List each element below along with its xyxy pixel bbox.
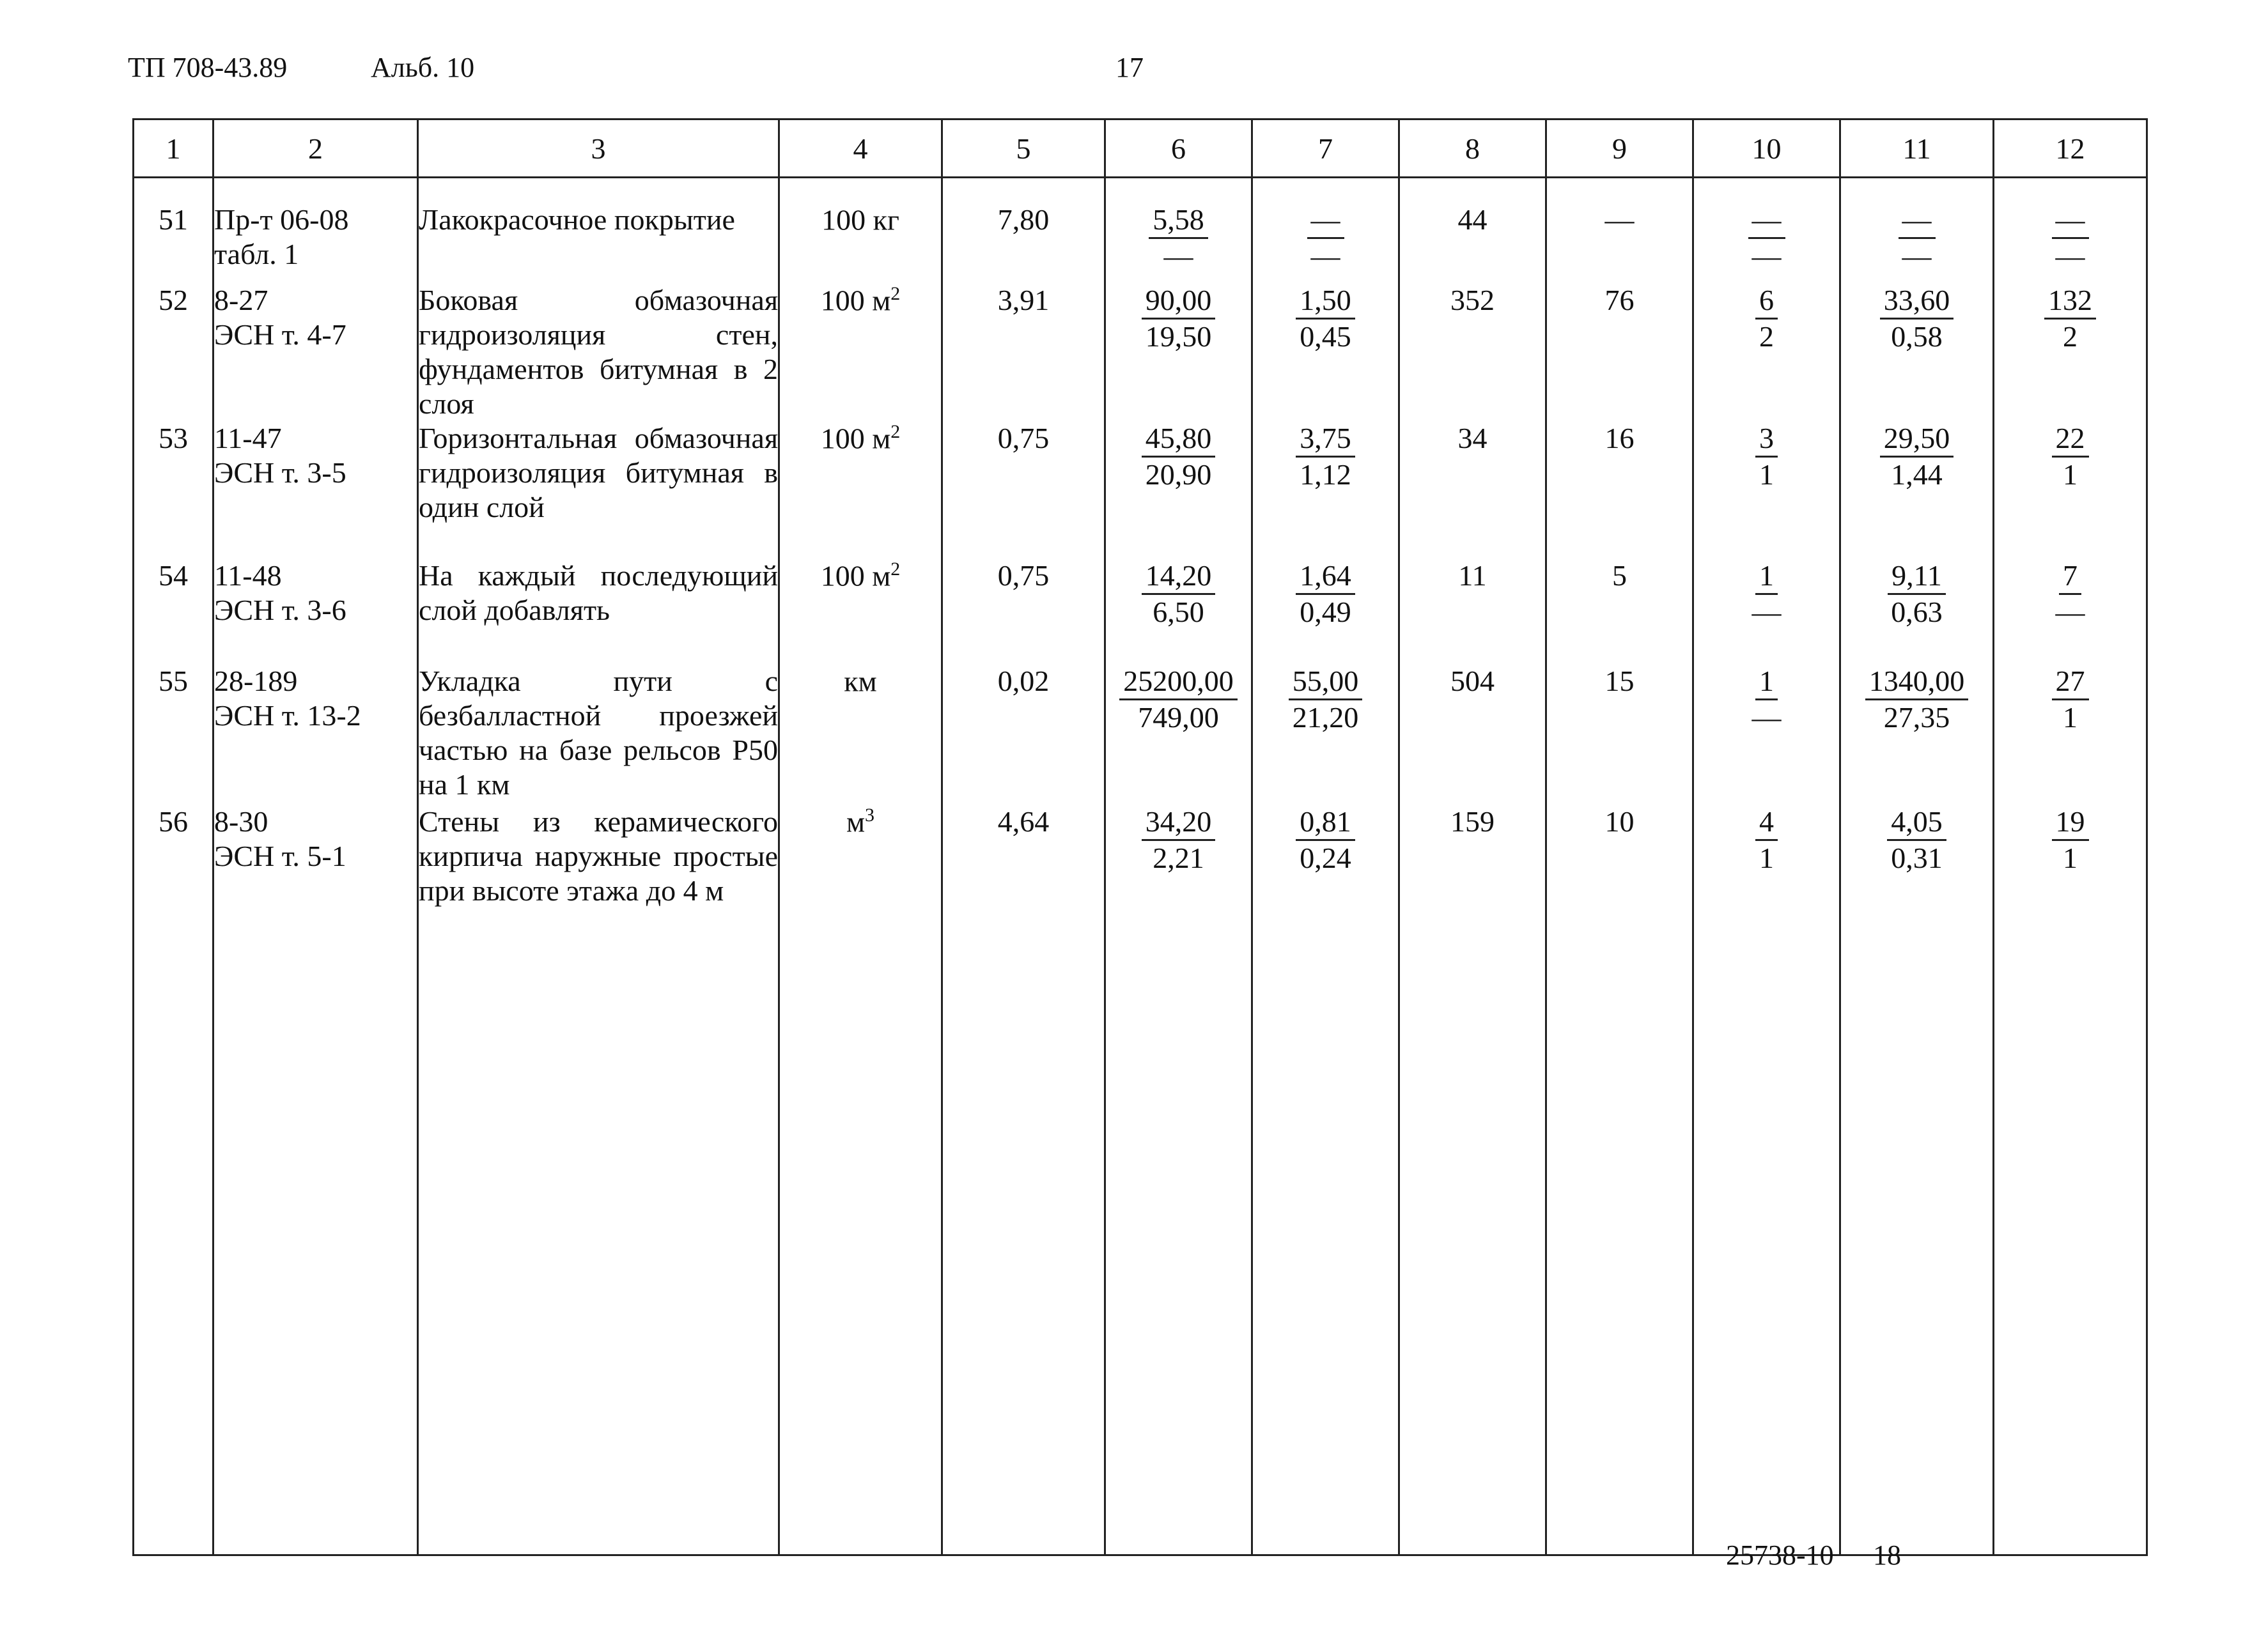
row-number	[134, 805, 214, 1555]
estimate-table	[132, 118, 2148, 1556]
unit-cell	[779, 421, 942, 559]
quantity-cell	[942, 283, 1105, 421]
table-row	[134, 178, 2147, 283]
quantity-text: 0,75	[997, 559, 1050, 592]
c12-cell	[1994, 805, 2147, 1555]
reference-cell	[214, 559, 418, 664]
c7-cell	[1252, 805, 1399, 1555]
reference-line: ЭСН т. 3-5	[214, 456, 346, 489]
fraction-denominator: 1	[2063, 841, 2078, 874]
table-row	[134, 283, 2147, 421]
fraction-numerator: 1	[1755, 559, 1778, 595]
reference-line: ЭСН т. 3-6	[214, 593, 346, 626]
fraction-denominator: 0,49	[1300, 595, 1351, 628]
row-number-text: 54	[159, 559, 188, 592]
col9-text: 5	[1612, 559, 1627, 592]
fraction-numerator: 4	[1755, 805, 1778, 841]
page-number: 17	[1115, 52, 1144, 83]
reference-line: 11-47	[214, 421, 282, 454]
column-header: 2	[214, 120, 418, 178]
reference-line: ЭСН т. 13-2	[214, 698, 361, 732]
fraction	[1142, 559, 1216, 629]
fraction	[2042, 664, 2099, 735]
c12-cell	[1994, 559, 2147, 664]
fraction-denominator: 21,20	[1292, 700, 1359, 734]
col8-cell	[1399, 559, 1546, 664]
fraction	[1296, 421, 1355, 492]
fraction	[1149, 203, 1208, 274]
fraction-denominator: 1	[2063, 700, 2078, 734]
fraction	[1142, 805, 1216, 875]
fraction-denominator: 6,50	[1153, 595, 1204, 628]
fraction	[1738, 283, 1796, 354]
c6-cell	[1105, 421, 1252, 559]
fraction-numerator: 1,64	[1296, 559, 1355, 595]
row-number	[134, 559, 214, 664]
work-name-text: Стены из керамического кирпича наружные простые при высоте этажа до 4 м	[419, 805, 778, 907]
col9-cell	[1546, 421, 1693, 559]
fraction-numerator: 25200,00	[1119, 664, 1238, 700]
fraction-numerator: 14,20	[1142, 559, 1216, 595]
fraction-denominator: —	[2055, 240, 2085, 272]
c7-cell	[1252, 178, 1399, 283]
fraction	[2042, 559, 2099, 629]
col8-text: 44	[1457, 203, 1487, 236]
fraction-numerator: 132	[2044, 283, 2096, 320]
fraction	[2042, 283, 2099, 354]
fraction-denominator: 2,21	[1153, 841, 1204, 874]
column-header: 1	[134, 120, 214, 178]
fraction-denominator: 1	[2063, 458, 2078, 491]
row-number-text: 55	[159, 664, 188, 697]
fraction	[1738, 559, 1796, 629]
fraction-denominator: 1	[1759, 841, 1774, 874]
fraction-numerator: 34,20	[1142, 805, 1216, 841]
fraction-numerator: 55,00	[1289, 664, 1363, 700]
reference-cell	[214, 805, 418, 1555]
fraction-denominator: —	[1902, 240, 1932, 272]
fraction-denominator: 1,12	[1300, 458, 1351, 491]
unit-text: м	[846, 805, 866, 838]
fraction-denominator: 1	[1759, 458, 1774, 491]
fraction-numerator: 3	[1755, 421, 1778, 458]
fraction-numerator: —	[1748, 203, 1785, 239]
fraction-numerator: 3,75	[1296, 421, 1355, 458]
fraction	[1296, 805, 1355, 875]
c6-cell	[1105, 664, 1252, 805]
quantity-text: 0,75	[997, 421, 1050, 454]
col8-text: 11	[1458, 559, 1487, 592]
work-name	[418, 664, 779, 805]
col9-text: 10	[1604, 805, 1635, 838]
fraction	[1296, 283, 1355, 354]
fraction	[1880, 421, 1954, 492]
fraction-denominator: 0,24	[1300, 841, 1351, 874]
unit-cell	[779, 283, 942, 421]
fraction-numerator: 9,11	[1888, 559, 1946, 595]
quantity-cell	[942, 664, 1105, 805]
c11-cell	[1840, 178, 1994, 283]
fraction-numerator: 1	[1755, 664, 1778, 700]
column-header: 11	[1840, 120, 1994, 178]
quantity-cell	[942, 559, 1105, 664]
fraction-denominator: 2	[1759, 320, 1774, 353]
fraction-numerator: —	[1899, 203, 1936, 239]
work-name	[418, 178, 779, 283]
quantity-cell	[942, 178, 1105, 283]
reference-line: ЭСН т. 5-1	[214, 839, 346, 872]
col8-cell	[1399, 421, 1546, 559]
fraction-denominator: 1,44	[1891, 458, 1943, 491]
document-number: 25738-10	[1726, 1539, 1834, 1571]
unit-exponent: 2	[890, 282, 901, 304]
c6-cell	[1105, 559, 1252, 664]
col9-text: —	[1604, 203, 1635, 236]
column-header: 6	[1105, 120, 1252, 178]
reference-line: табл. 1	[214, 238, 299, 270]
col9-cell	[1546, 805, 1693, 1555]
c10-cell	[1693, 421, 1840, 559]
work-name-text: Боковая обмазочная гидроизоляция стен, фундаментов битумная в 2 слоя	[419, 283, 778, 420]
reference-cell	[214, 664, 418, 805]
table-row	[134, 805, 2147, 1555]
fraction	[1142, 421, 1216, 492]
col8-text: 504	[1450, 664, 1495, 697]
work-name	[418, 283, 779, 421]
unit-text: км	[844, 664, 877, 697]
c11-cell	[1840, 664, 1994, 805]
fraction	[1142, 283, 1216, 354]
c11-cell	[1840, 421, 1994, 559]
unit-exponent: 2	[890, 558, 901, 580]
c10-cell	[1693, 178, 1840, 283]
c12-cell	[1994, 283, 2147, 421]
table-row	[134, 664, 2147, 805]
column-header: 8	[1399, 120, 1546, 178]
unit-text: 100 кг	[821, 203, 899, 236]
album-label: Альб. 10	[371, 52, 475, 83]
unit-exponent: 3	[865, 804, 875, 826]
c12-cell	[1994, 421, 2147, 559]
work-name-text: Лакокрасочное покрытие	[419, 203, 735, 236]
row-number	[134, 283, 214, 421]
unit-cell	[779, 805, 942, 1555]
column-header: 10	[1693, 120, 1840, 178]
quantity-cell	[942, 805, 1105, 1555]
fraction	[1297, 203, 1355, 274]
col8-text: 352	[1450, 283, 1495, 316]
col8-text: 159	[1450, 805, 1495, 838]
fraction	[1289, 664, 1363, 735]
document-code: ТП 708-43.89	[128, 52, 288, 83]
quantity-cell	[942, 421, 1105, 559]
fraction-denominator: 20,90	[1145, 458, 1212, 491]
col9-text: 15	[1604, 664, 1635, 697]
fraction-numerator: 5,58	[1149, 203, 1208, 239]
col9-cell	[1546, 559, 1693, 664]
column-header: 12	[1994, 120, 2147, 178]
col8-cell	[1399, 283, 1546, 421]
reference-line: Пр-т 06-08	[214, 203, 349, 236]
row-number-text: 52	[159, 283, 188, 316]
col9-text: 16	[1604, 421, 1635, 454]
fraction-denominator: —	[1751, 595, 1782, 628]
c12-cell	[1994, 178, 2147, 283]
c11-cell	[1840, 805, 1994, 1555]
reference-line: ЭСН т. 4-7	[214, 318, 346, 351]
fraction-numerator: 90,00	[1142, 283, 1216, 320]
fraction	[1296, 559, 1355, 629]
c11-cell	[1840, 559, 1994, 664]
fraction-denominator: 27,35	[1883, 700, 1950, 734]
row-number	[134, 421, 214, 559]
work-name	[418, 559, 779, 664]
fraction-denominator: 19,50	[1145, 320, 1212, 353]
row-number	[134, 178, 214, 283]
work-name	[418, 421, 779, 559]
fraction-denominator: 0,58	[1891, 320, 1943, 353]
fraction	[2042, 805, 2099, 875]
fraction-denominator: —	[1310, 240, 1340, 272]
fraction	[2042, 421, 2099, 492]
reference-cell	[214, 283, 418, 421]
fraction	[1119, 664, 1238, 735]
fraction-denominator: —	[1751, 700, 1782, 734]
col9-text: 76	[1604, 283, 1635, 316]
column-header: 4	[779, 120, 942, 178]
c10-cell	[1693, 805, 1840, 1555]
fraction-numerator: 29,50	[1880, 421, 1954, 458]
fraction	[2042, 203, 2099, 274]
unit-text: 100 м	[820, 283, 891, 316]
fraction	[1738, 805, 1796, 875]
reference-cell	[214, 178, 418, 283]
unit-text: 100 м	[820, 421, 891, 454]
work-name-text: Горизонтальная обмазочная гидроизоляция битумная в один слой	[419, 421, 778, 523]
fraction-numerator: 27	[2052, 664, 2089, 700]
fraction-denominator: 2	[2063, 320, 2078, 353]
c11-cell	[1840, 283, 1994, 421]
quantity-text: 0,02	[997, 664, 1050, 697]
reference-line: 28-189	[214, 664, 298, 697]
fraction-denominator: 0,63	[1891, 595, 1943, 628]
c6-cell	[1105, 805, 1252, 1555]
fraction	[1887, 559, 1946, 629]
reference-line: 11-48	[214, 559, 282, 592]
fraction-numerator: 1340,00	[1865, 664, 1969, 700]
fraction	[1887, 805, 1946, 875]
column-header: 3	[418, 120, 779, 178]
row-number-text: 51	[159, 203, 188, 236]
fraction-numerator: —	[1307, 203, 1344, 239]
col9-cell	[1546, 664, 1693, 805]
fraction-numerator: —	[2052, 203, 2089, 239]
row-number	[134, 664, 214, 805]
unit-cell	[779, 178, 942, 283]
c10-cell	[1693, 664, 1840, 805]
c7-cell	[1252, 421, 1399, 559]
fraction-denominator: 0,45	[1300, 320, 1351, 353]
fraction	[1888, 203, 1946, 274]
fraction-denominator: 0,31	[1891, 841, 1943, 874]
unit-text: 100 м	[820, 559, 891, 592]
reference-cell	[214, 421, 418, 559]
col8-text: 34	[1457, 421, 1487, 454]
column-header: 5	[942, 120, 1105, 178]
fraction-numerator: 1,50	[1296, 283, 1355, 320]
row-number-text: 56	[159, 805, 188, 838]
fraction	[1865, 664, 1969, 735]
c10-cell	[1693, 559, 1840, 664]
col9-cell	[1546, 178, 1693, 283]
column-header: 7	[1252, 120, 1399, 178]
fraction-denominator: 749,00	[1138, 700, 1219, 734]
fraction-denominator: —	[1163, 240, 1193, 272]
c10-cell	[1693, 283, 1840, 421]
c6-cell	[1105, 283, 1252, 421]
fraction-denominator: —	[1751, 240, 1782, 272]
fraction-numerator: 4,05	[1887, 805, 1946, 841]
fraction-numerator: 7	[2059, 559, 2081, 595]
unit-cell	[779, 559, 942, 664]
unit-exponent: 2	[890, 420, 901, 442]
col8-cell	[1399, 805, 1546, 1555]
fraction	[1738, 664, 1796, 735]
fraction	[1880, 283, 1954, 354]
c7-cell	[1252, 664, 1399, 805]
c7-cell	[1252, 559, 1399, 664]
fraction	[1738, 203, 1796, 274]
c6-cell	[1105, 178, 1252, 283]
work-name	[418, 805, 779, 1555]
col9-cell	[1546, 283, 1693, 421]
col8-cell	[1399, 664, 1546, 805]
fraction-numerator: 22	[2052, 421, 2089, 458]
col8-cell	[1399, 178, 1546, 283]
fraction-denominator: —	[2055, 595, 2085, 628]
quantity-text: 4,64	[997, 805, 1050, 838]
column-number-row	[134, 120, 2147, 178]
c12-cell	[1994, 664, 2147, 805]
sheet-number: 18	[1873, 1539, 1901, 1571]
quantity-text: 3,91	[997, 283, 1050, 316]
fraction-numerator: 0,81	[1296, 805, 1355, 841]
fraction-numerator: 6	[1755, 283, 1778, 320]
unit-cell	[779, 664, 942, 805]
work-name-text: На каждый последующий слой добавлять	[419, 559, 778, 626]
reference-line: 8-27	[214, 283, 268, 316]
row-number-text: 53	[159, 421, 188, 454]
c7-cell	[1252, 283, 1399, 421]
fraction-numerator: 19	[2052, 805, 2089, 841]
work-name-text: Укладка пути с безбалластной проезжей частью на базе рельсов Р50 на 1 км	[419, 664, 778, 801]
column-header: 9	[1546, 120, 1693, 178]
table-row	[134, 559, 2147, 664]
fraction-numerator: 45,80	[1142, 421, 1216, 458]
table-row	[134, 421, 2147, 559]
quantity-text: 7,80	[997, 203, 1050, 236]
reference-line: 8-30	[214, 805, 268, 838]
fraction-numerator: 33,60	[1880, 283, 1954, 320]
fraction	[1738, 421, 1796, 492]
